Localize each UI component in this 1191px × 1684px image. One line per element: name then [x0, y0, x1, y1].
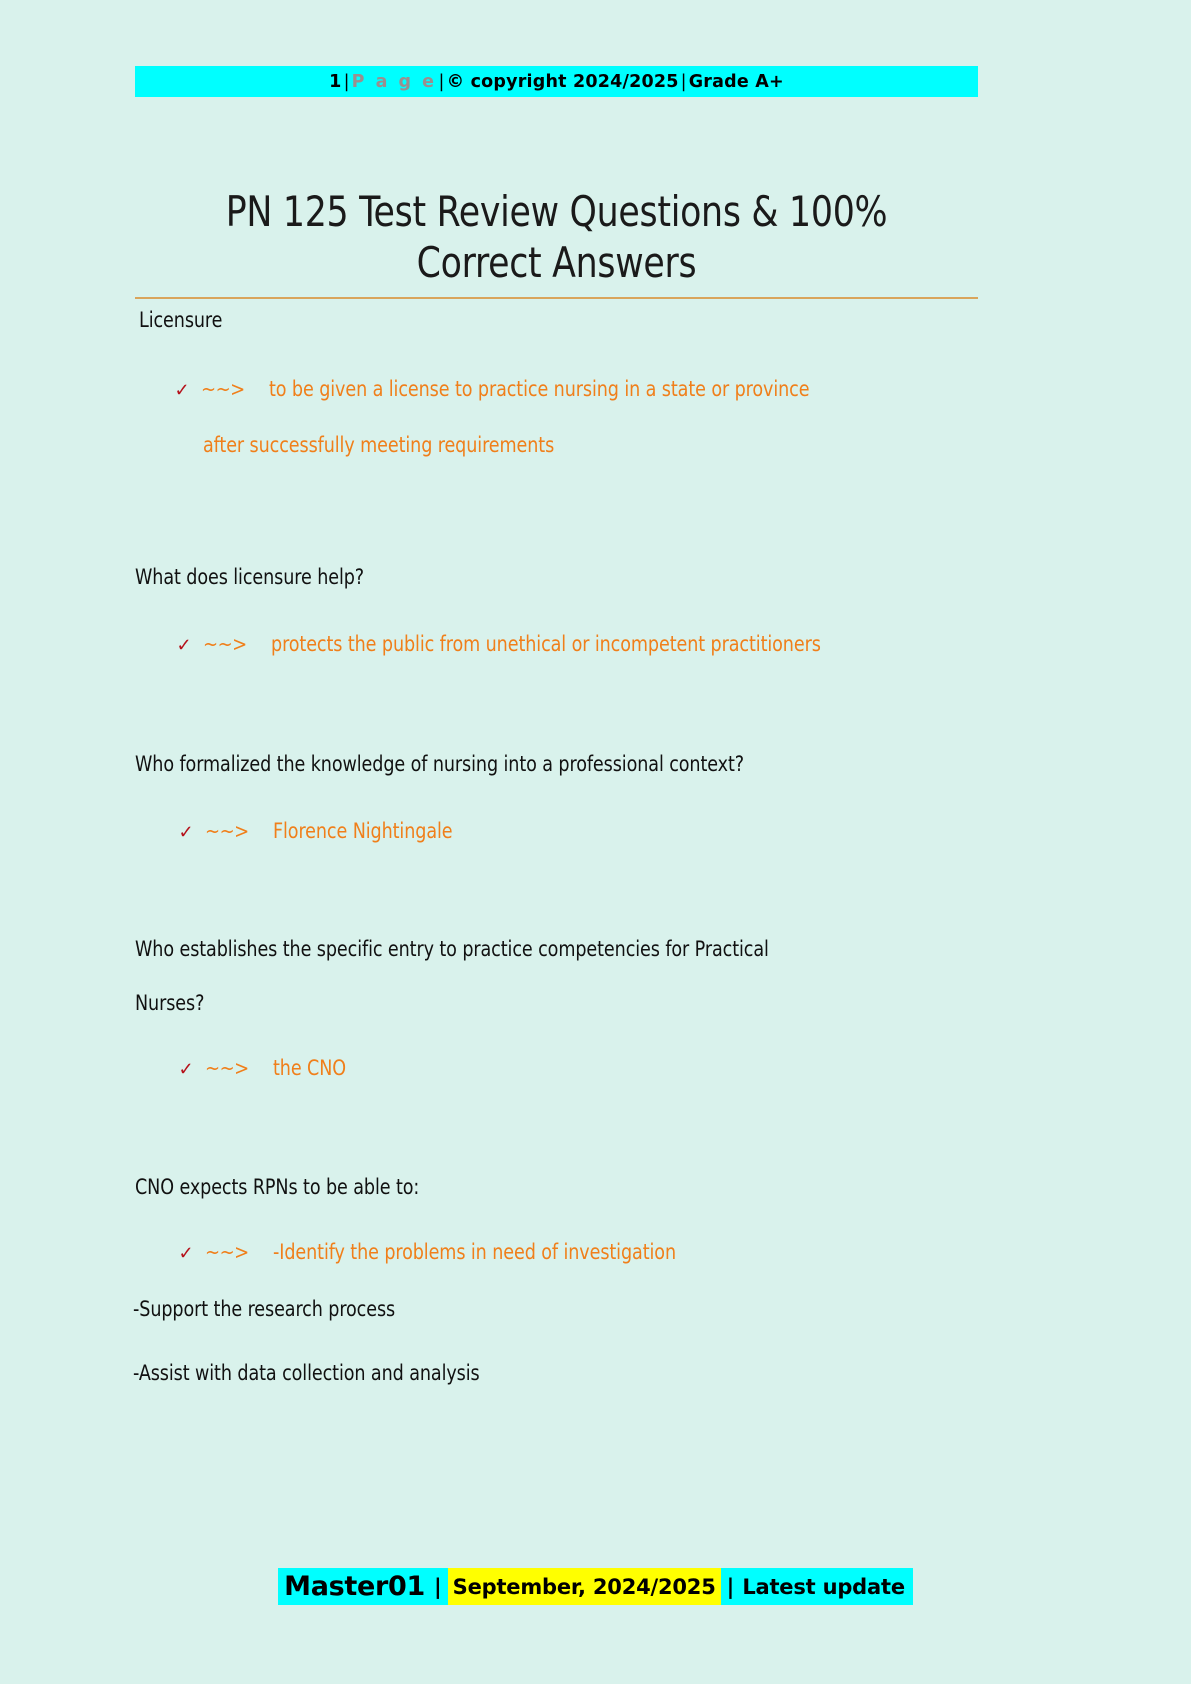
check-icon: ✓	[178, 1059, 194, 1079]
header-page-number: 1	[329, 71, 342, 92]
header-separator-3: |	[680, 71, 687, 92]
qa-block	[135, 567, 995, 656]
arrow-marker-icon: ~~>	[205, 1240, 249, 1264]
check-icon: ✓	[178, 1243, 194, 1263]
page-footer-banner	[0, 1568, 1191, 1605]
question-text: What does licensure help?	[135, 565, 365, 589]
qa-block	[135, 939, 995, 1080]
header-separator-2: |	[438, 71, 445, 92]
answer-row	[177, 819, 995, 843]
qa-block	[135, 310, 995, 457]
check-icon: ✓	[176, 635, 192, 655]
arrow-marker-icon: ~~>	[203, 632, 247, 656]
arrow-marker-icon: ~~>	[205, 819, 249, 843]
arrow-marker-icon: ~~>	[205, 1056, 249, 1080]
header-copyright: © copyright 2024/2025	[446, 71, 679, 92]
page-header-banner	[135, 66, 978, 97]
answer-row	[177, 1056, 995, 1080]
answer-row	[173, 377, 995, 401]
header-page-label: P a g e	[351, 71, 437, 92]
footer-separator-2: |	[721, 1568, 741, 1605]
check-icon: ✓	[178, 822, 194, 842]
footer-date: September, 2024/2025	[448, 1568, 721, 1605]
question-text: CNO expects RPNs to be able to:	[135, 1175, 420, 1199]
extra-line: -Support the research process	[133, 1297, 396, 1321]
question-text: Licensure	[139, 308, 223, 332]
footer-separator-1: |	[428, 1568, 448, 1605]
answer-text: the CNO	[272, 1056, 346, 1080]
footer-author: Master01	[278, 1568, 428, 1605]
question-text: Who establishes the specific entry to practice competencies for Practical	[135, 937, 769, 961]
question-text: Who formalized the knowledge of nursing into a professional context?	[135, 752, 744, 776]
answer-text: protects the public from unethical or incompetent practitioners	[270, 632, 821, 656]
qa-block	[135, 1177, 995, 1384]
document-body	[135, 306, 995, 1384]
extra-line: -Assist with data collection and analysis	[133, 1361, 480, 1385]
answer-text: -Identify the problems in need of investigation	[272, 1240, 676, 1264]
answer-text: Florence Nightingale	[272, 819, 453, 843]
header-separator-1: |	[343, 71, 350, 92]
check-icon: ✓	[174, 380, 190, 400]
title-divider	[135, 297, 978, 299]
arrow-marker-icon: ~~>	[201, 377, 245, 401]
qa-block	[135, 754, 995, 843]
question-continuation: Nurses?	[135, 991, 205, 1015]
answer-text: to be given a license to practice nursing in a state or province	[268, 377, 810, 401]
answer-continuation: after successfully meeting requirements	[203, 433, 555, 457]
answer-row	[177, 1240, 995, 1264]
header-text	[329, 72, 784, 92]
header-grade: Grade A+	[688, 71, 784, 92]
footer-latest-update: Latest update	[740, 1568, 913, 1605]
answer-row	[175, 632, 995, 656]
page-title: PN 125 Test Review Questions & 100% Correct Answers	[225, 187, 888, 288]
